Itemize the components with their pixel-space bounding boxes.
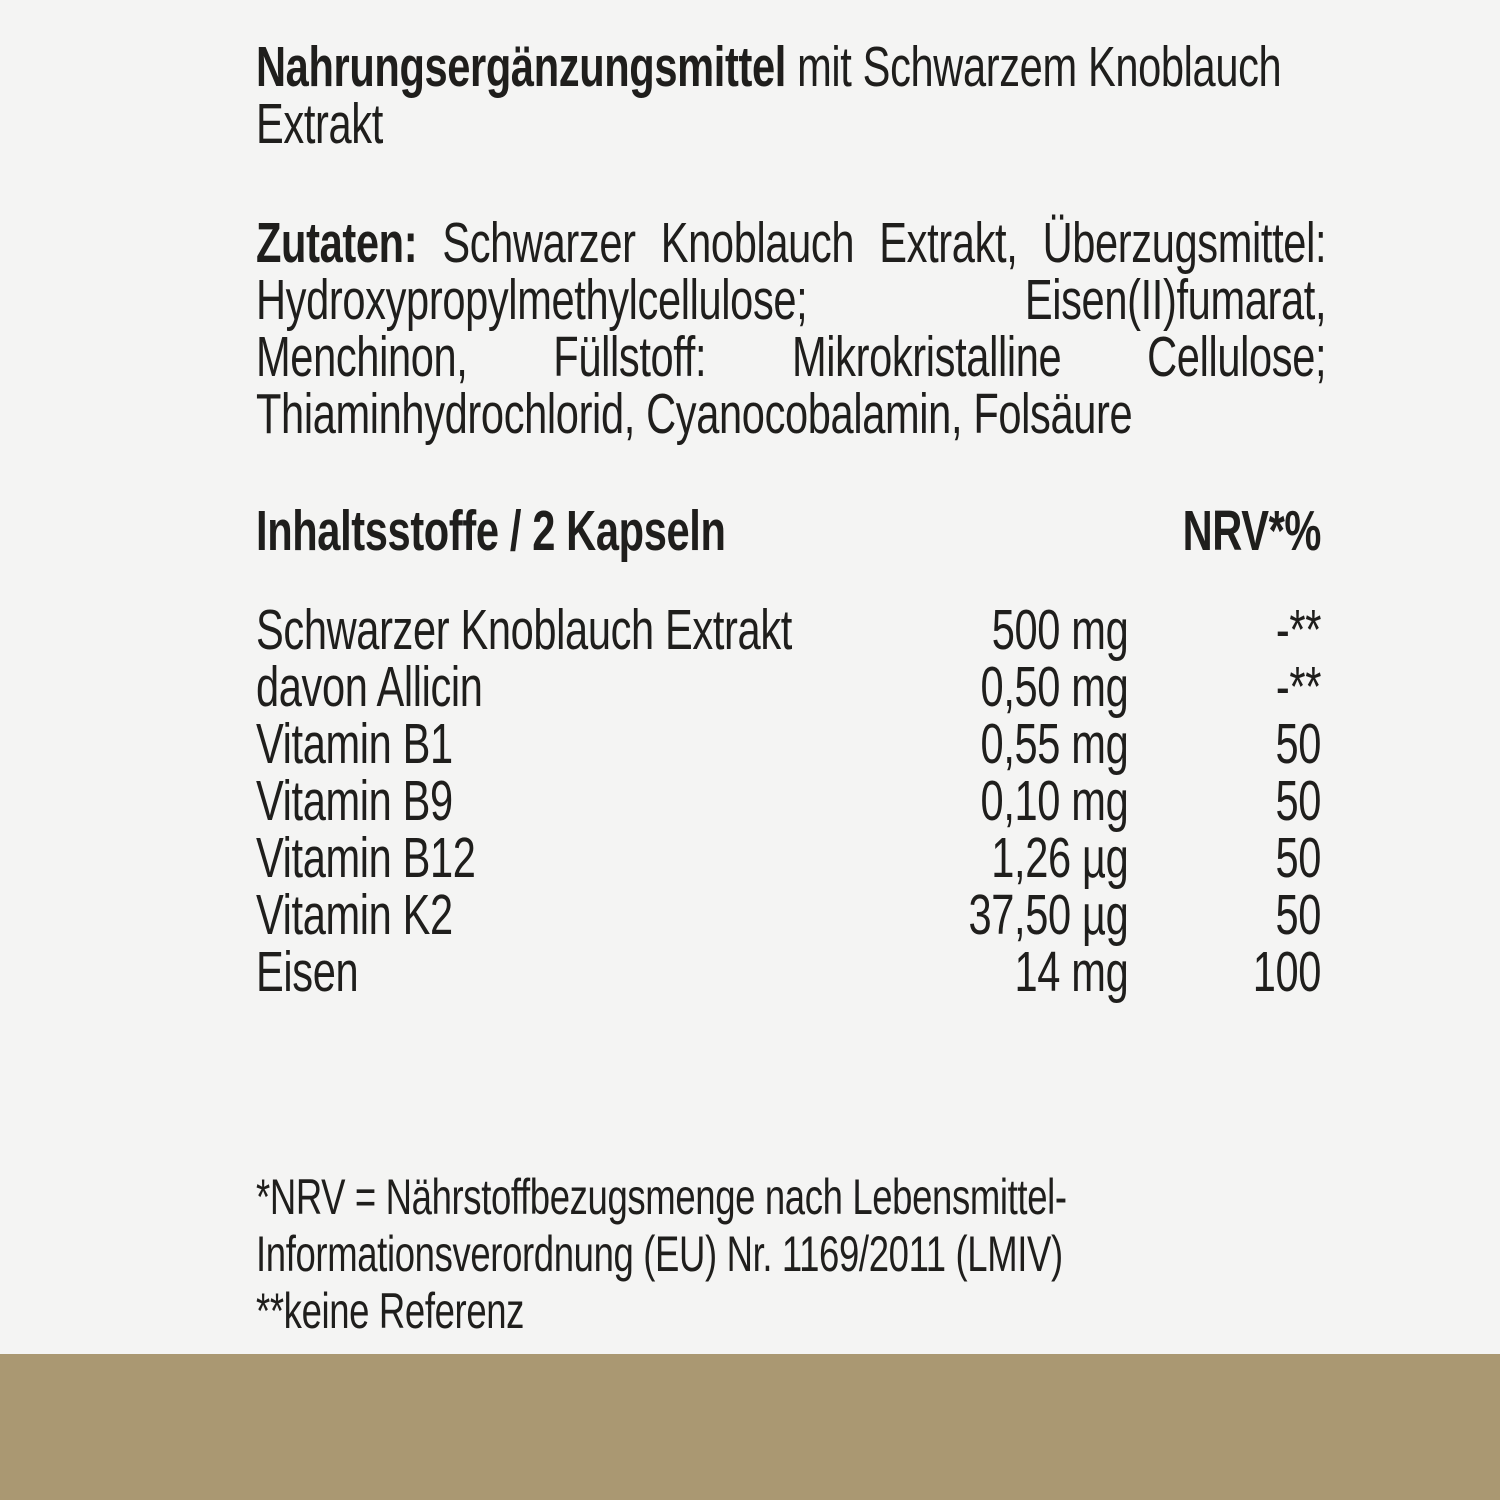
product-title-rest: mit Schwarzem Knoblauch Extrakt xyxy=(256,35,1282,156)
ingredients-word: Überzugsmittel: xyxy=(1042,211,1327,275)
footnote-no-reference: **keine Referenz xyxy=(256,1283,525,1339)
ingredients-line-4: Thiaminhydrochlorid, Cyanocobalamin, Folsäure xyxy=(256,382,1133,446)
nutrient-nrv: 50 xyxy=(1275,883,1322,947)
ingredients-word: Füllstoff: xyxy=(553,325,707,389)
column-header-contents-per-2-capsules: Inhaltsstoffe / 2 Kapseln xyxy=(256,499,726,563)
nutrition-table-body xyxy=(256,598,1322,1004)
footnote-nrv-line-1: *NRV = Nährstoffbezugsmenge nach Lebensmittel- xyxy=(256,1169,1067,1225)
ingredients-word: Schwarzer xyxy=(442,211,636,275)
ingredients-line-1 xyxy=(256,211,1327,275)
nutrient-name: Eisen xyxy=(256,940,359,1004)
ingredients-word: Eisen(II)fumarat, xyxy=(1024,268,1327,332)
footnote-nrv-line-2: Informationsverordnung (EU) Nr. 1169/2011 (LMIV) xyxy=(256,1226,1063,1282)
nutrient-amount: 0,50 mg xyxy=(980,655,1129,719)
gold-band xyxy=(0,1354,1500,1500)
table-row xyxy=(256,883,1322,947)
ingredients-word: Mikrokristalline xyxy=(791,325,1062,389)
table-row xyxy=(256,769,1322,833)
nutrient-amount: 500 mg xyxy=(991,598,1129,662)
nutrient-amount: 1,26 µg xyxy=(991,826,1129,890)
nutrient-amount: 0,10 mg xyxy=(980,769,1129,833)
nutrient-nrv: 50 xyxy=(1275,769,1322,833)
nutrient-name: Vitamin K2 xyxy=(256,883,453,947)
ingredients-word: Cellulose; xyxy=(1147,325,1327,389)
ingredients-word: Hydroxypropylmethylcellulose; xyxy=(256,268,808,332)
nutrient-amount: 37,50 µg xyxy=(968,883,1129,947)
nutrient-name: Vitamin B9 xyxy=(256,769,453,833)
nutrition-table xyxy=(256,499,1322,1004)
nutrient-nrv: -** xyxy=(1275,655,1322,719)
nutrient-name: Schwarzer Knoblauch Extrakt xyxy=(256,598,792,662)
ingredients-section xyxy=(256,211,1327,446)
nutrition-table-header xyxy=(256,499,1322,563)
nutrient-nrv: 50 xyxy=(1275,712,1322,776)
table-row xyxy=(256,826,1322,890)
ingredients-word: Knoblauch xyxy=(660,211,855,275)
nutrient-amount: 14 mg xyxy=(1014,940,1129,1004)
table-row xyxy=(256,712,1322,776)
product-title-bold: Nahrungsergänzungsmittel xyxy=(256,35,786,99)
nutrient-name: Vitamin B1 xyxy=(256,712,453,776)
nutrient-name: Vitamin B12 xyxy=(256,826,476,890)
ingredients-word: Menchinon, xyxy=(256,325,468,389)
nutrient-nrv: -** xyxy=(1275,598,1322,662)
ingredients-label: Zutaten: xyxy=(256,211,418,275)
label-content xyxy=(256,0,1326,1340)
nutrient-amount: 0,55 mg xyxy=(980,712,1129,776)
table-row xyxy=(256,598,1322,662)
ingredients-word: Extrakt, xyxy=(879,211,1018,275)
product-title xyxy=(256,35,1326,156)
ingredients-line-3 xyxy=(256,325,1327,389)
column-header-nrv-percent: NRV*% xyxy=(1182,499,1322,563)
nutrient-nrv: 50 xyxy=(1275,826,1322,890)
ingredients-line-2 xyxy=(256,268,1327,332)
nutrient-nrv: 100 xyxy=(1252,940,1322,1004)
table-row xyxy=(256,655,1322,719)
footnotes xyxy=(256,1169,1326,1340)
nutrient-name: davon Allicin xyxy=(256,655,483,719)
table-row xyxy=(256,940,1322,1004)
